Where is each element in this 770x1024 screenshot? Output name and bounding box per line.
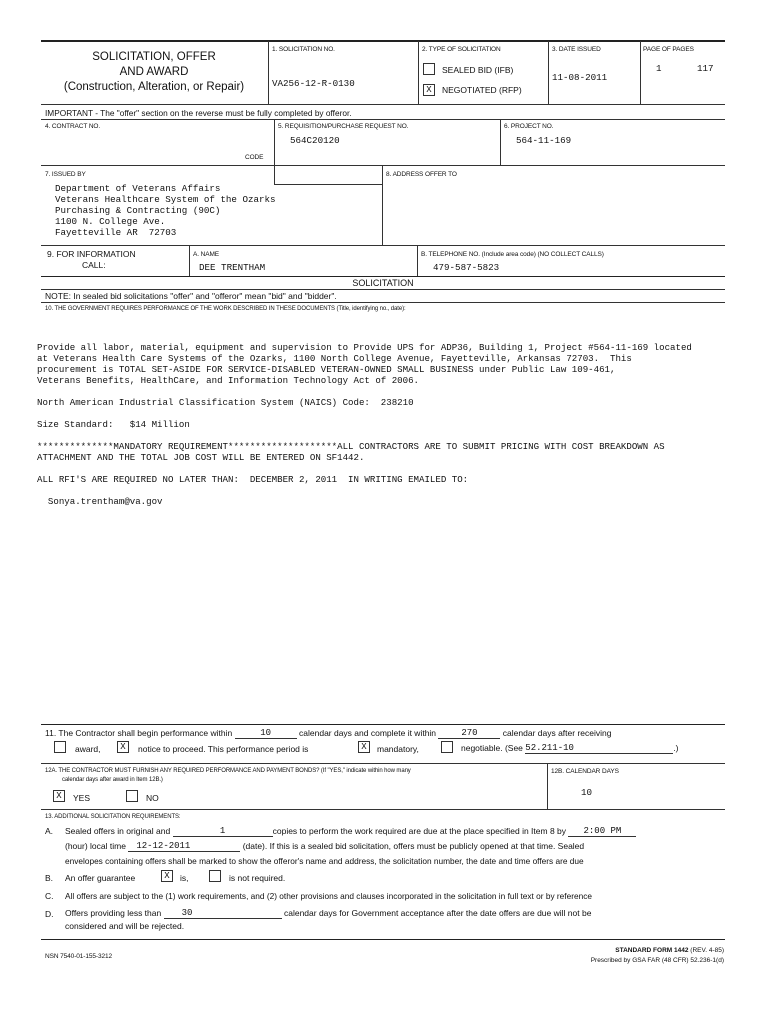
divider (268, 41, 269, 104)
description-line: North American Industrial Classification System (NAICS) Code: 238210 (37, 397, 414, 408)
project-no: 564-11-169 (516, 135, 572, 146)
item13d-letter: D. (45, 909, 54, 919)
item12b-label: 12B. CALENDAR DAYS (551, 768, 619, 775)
divider (500, 119, 501, 165)
negotiated-label: NEGOTIATED (RFP) (442, 85, 522, 95)
description-line: Provide all labor, material, equipment and supervision to Provide UPS for ADP36, Building 1, Project #564-11-169 located (37, 342, 692, 353)
form-revision: (REV. 4-85) (690, 947, 724, 954)
divider (274, 165, 275, 184)
solicitation-no: VA256-12-R-0130 (272, 78, 355, 89)
description-line: Veterans Benefits, HealthCare, and Information Technology Act of 2006. (37, 375, 419, 386)
item11-text: 11. The Contractor shall begin performance within (45, 728, 233, 738)
issued-by-address (55, 183, 276, 238)
rule (41, 104, 725, 105)
address-line: 1100 N. College Ave. (55, 216, 166, 227)
due-date-field[interactable] (128, 841, 240, 852)
item12a-label: 12A. THE CONTRACTOR MUST FURNISH ANY REQUIRED PERFORMANCE AND PAYMENT BONDS? (If "YES," indicate within how many (45, 768, 411, 774)
important-note: IMPORTANT - The "offer" section on the reverse must be fully completed by offeror. (45, 108, 352, 118)
negotiated-checkbox[interactable]: X (423, 84, 435, 96)
divider (189, 245, 190, 276)
due-date-value: 12-12-2011 (136, 841, 191, 851)
description-line: at Veterans Health Care Systems of the Ozarks, 1100 North College Avenue, Fayetteville, Arkansas 72703. This (37, 353, 632, 364)
date-issued-label: 3. DATE ISSUED (552, 46, 601, 53)
description-line: procurement is TOTAL SET-ASIDE FOR SERVICE-DISABLED VETERAN-OWNED SMALL BUSINESS under Public Law 109-461, (37, 364, 616, 375)
issued-by-label: 7. ISSUED BY (45, 171, 86, 178)
description-line (37, 485, 692, 496)
award-label: award, (75, 744, 101, 754)
item10-label: 10. THE GOVERNMENT REQUIRES PERFORMANCE OF THE WORK DESCRIBED IN THESE DOCUMENTS (Title, identifying no., date): (45, 306, 406, 312)
top-rule (41, 40, 725, 42)
rule (41, 289, 725, 290)
title-line: SOLICITATION, OFFER (92, 51, 216, 63)
copies-field[interactable] (173, 826, 273, 837)
page-number: 1 (656, 63, 662, 74)
guarantee-is-checkbox[interactable]: X (161, 870, 173, 882)
divider (417, 245, 418, 276)
guarantee-not-checkbox[interactable] (209, 870, 221, 882)
divider (382, 165, 383, 245)
contract-no-label: 4. CONTRACT NO. (45, 123, 101, 130)
bonds-yes-label: YES (73, 793, 91, 803)
item13a-line1 (65, 826, 636, 837)
rule (41, 165, 725, 166)
negotiable-label: negotiable. (See (461, 743, 523, 753)
bonds-yes-checkbox[interactable]: X (53, 790, 65, 802)
solicitation-no-label: 1. SOLICITATION NO. (272, 46, 335, 53)
description-line (37, 386, 692, 397)
item13a-line2 (65, 841, 584, 852)
contact-name: DEE TRENTHAM (199, 262, 266, 273)
negotiable-clause (461, 743, 679, 754)
project-no-label: 6. PROJECT NO. (504, 123, 554, 130)
item13-text: calendar days for Government acceptance after the date offers are due will not be (283, 908, 592, 918)
item12a-label-cont: calendar days after award in Item 12B.) (62, 777, 163, 783)
divider (640, 41, 641, 104)
name-label: A. NAME (193, 251, 220, 258)
nsn-number: NSN 7540-01-155-3212 (45, 953, 113, 960)
description-line (37, 430, 692, 441)
prescribed-by: Prescribed by GSA FAR (48 CFR) 52.236-1(d) (590, 957, 724, 964)
form-title (41, 50, 267, 95)
guarantee-not-label: is not required. (229, 873, 286, 883)
item11-text: calendar days and complete it within (299, 728, 437, 738)
item13a-letter: A. (45, 826, 54, 836)
requisition-label: 5. REQUISITION/PURCHASE REQUEST NO. (278, 123, 409, 130)
acceptance-days-value: 30 (181, 908, 193, 918)
description-line: **************MANDATORY REQUIREMENT********************ALL CONTRACTORS ARE TO SUBMIT PRICING WITH COST BREAKDOWN AS (37, 441, 665, 452)
guarantee-is-label: is, (180, 873, 189, 883)
item13d-line1 (65, 908, 591, 919)
divider (274, 119, 275, 165)
title-line: AND AWARD (119, 66, 189, 78)
description-line (37, 463, 692, 474)
item13a-line3: envelopes containing offers shall be marked to show the offeror's name and address, the solicitation number, the date and time offers are due (65, 856, 584, 866)
item11-line1 (45, 728, 611, 739)
due-time-field[interactable] (568, 826, 636, 837)
bonds-no-label: NO (146, 793, 159, 803)
see-clause-value: 52.211-10 (525, 743, 574, 753)
days-to-complete-value: 270 (461, 728, 478, 738)
rule (41, 276, 725, 277)
address-offer-to-label: 8. ADDRESS OFFER TO (386, 171, 457, 178)
item13-label: 13. ADDITIONAL SOLICITATION REQUIREMENTS: (45, 814, 181, 820)
item13c-text: All offers are subject to the (1) work requirements, and (2) other provisions and clauses incorporated in the solicitation in full text or by reference (65, 891, 592, 901)
calendar-days-value: 10 (581, 787, 593, 798)
close-paren: .) (673, 743, 679, 753)
item11-text: calendar days after receiving (502, 728, 612, 738)
call-label: CALL: (82, 260, 106, 270)
days-to-begin[interactable] (235, 728, 297, 739)
item13b-letter: B. (45, 873, 54, 883)
rule (41, 763, 725, 764)
rule (41, 302, 725, 303)
solicitation-heading: SOLICITATION (352, 278, 414, 288)
title-line: (Construction, Alteration, or Repair) (63, 81, 245, 93)
work-description (37, 342, 692, 507)
notice-to-proceed-checkbox[interactable]: X (117, 741, 129, 753)
address-line: Department of Veterans Affairs (55, 183, 221, 194)
description-line: ALL RFI'S ARE REQUIRED NO LATER THAN: DECEMBER 2, 2011 IN WRITING EMAILED TO: (37, 474, 469, 485)
code-box-rule (274, 184, 382, 185)
type-of-solicitation-label: 2. TYPE OF SOLICITATION (422, 46, 501, 53)
page-count: 117 (697, 63, 714, 74)
description-line: ATTACHMENT AND THE TOTAL JOB COST WILL BE ENTERED ON SF1442. (37, 452, 365, 463)
divider (547, 763, 548, 809)
sealed-bid-checkbox[interactable] (423, 63, 435, 75)
item13c-letter: C. (45, 891, 54, 901)
requisition-no: 564C20120 (290, 135, 340, 146)
page-of-pages-label: PAGE OF PAGES (643, 46, 694, 53)
form-name: STANDARD FORM 1442 (615, 947, 689, 954)
item13-text: (hour) local time (65, 841, 126, 851)
rule (41, 245, 725, 246)
item13d-line2: considered and will be rejected. (65, 921, 185, 931)
date-issued: 11-08-2011 (552, 72, 608, 83)
due-time-value: 2:00 PM (583, 826, 622, 836)
description-line: Size Standard: $14 Million (37, 419, 190, 430)
award-checkbox[interactable] (54, 741, 66, 753)
for-information-label: 9. FOR INFORMATION (47, 249, 136, 259)
notice-to-proceed-label: notice to proceed. This performance period is (138, 744, 309, 754)
see-clause-field[interactable] (525, 743, 673, 754)
divider (418, 41, 419, 104)
rule (41, 119, 725, 120)
mandatory-checkbox[interactable]: X (358, 741, 370, 753)
mandatory-label: mandatory, (377, 744, 419, 754)
item13-text: Sealed offers in original and (65, 826, 171, 836)
description-line (37, 408, 692, 419)
bonds-no-checkbox[interactable] (126, 790, 138, 802)
copies-value: 1 (219, 826, 226, 836)
bid-note: NOTE: In sealed bid solicitations "offer" and "offeror" mean "bid" and "bidder". (45, 291, 337, 301)
sealed-bid-label: SEALED BID (IFB) (442, 65, 514, 75)
divider (548, 41, 549, 104)
address-line: Fayetteville AR 72703 (55, 227, 177, 238)
acceptance-days-field[interactable] (164, 908, 282, 919)
telephone-label: B. TELEPHONE NO. (Include area code) (NO COLLECT CALLS) (421, 251, 604, 258)
bottom-rule (41, 939, 725, 940)
days-to-begin-value: 10 (260, 728, 272, 738)
code-label: CODE (245, 154, 264, 161)
negotiable-checkbox[interactable] (441, 741, 453, 753)
item13-text: copies to perform the work required are due at the place specified in Item 8 by (272, 826, 567, 836)
address-line: Veterans Healthcare System of the Ozarks (55, 194, 276, 205)
form-identifier (420, 946, 724, 966)
rule (41, 809, 725, 810)
days-to-complete[interactable] (438, 728, 500, 739)
telephone-number: 479-587-5823 (433, 262, 500, 273)
address-line: Purchasing & Contracting (90C) (55, 205, 221, 216)
rule (41, 724, 725, 725)
item13-text: (date). If this is a sealed bid solicitation, offers must be publicly opened at that time. Sealed (242, 841, 585, 851)
item13-text: Offers providing less than (65, 908, 162, 918)
offer-guarantee-label: An offer guarantee (65, 873, 136, 883)
description-line: Sonya.trentham@va.gov (37, 496, 163, 507)
